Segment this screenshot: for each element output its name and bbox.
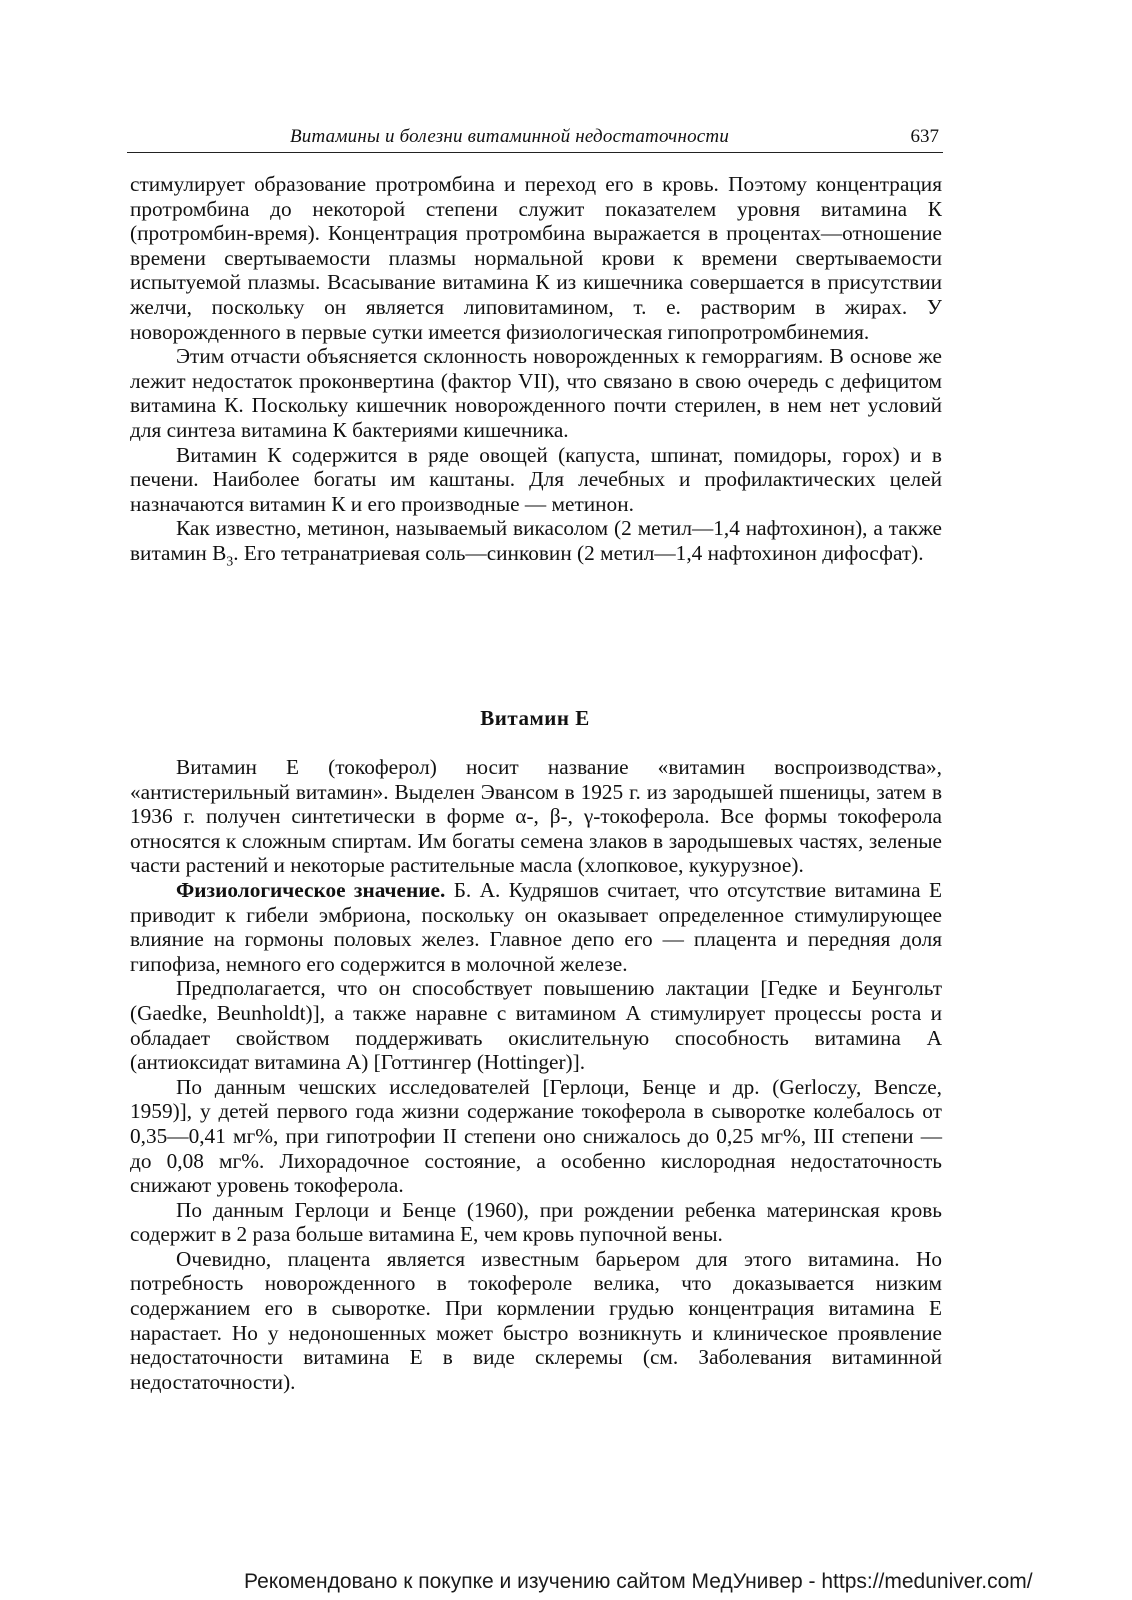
subsection-lead: Физиологическое значение.	[176, 877, 446, 902]
paragraph: По данным Герлоци и Бенце (1960), при рождении ребенка материнская кровь содержит в 2 раза больше витамина Е, чем кровь пупочной вены.	[130, 1197, 942, 1247]
vitamin-e-section	[130, 755, 942, 1394]
paragraph	[130, 878, 942, 976]
paragraph: Предполагается, что он способствует повышению лактации [Гедке и Беунгольт (Gaedke, Beunholdt)], а также наравне с витамином А стимулирует процессы роста и обладает свойством поддерживать окислительную способность витамина А (антиоксидат витамина А) [Готтингер (Hottinger)].	[130, 976, 942, 1075]
paragraph: Витамин Е (токоферол) носит название «витамин воспроизводства», «антистерильный витамин». Выделен Эвансом в 1925 г. из зародышей пшеницы, затем в 1936 г. получен синтетически в форме α-, β-, γ-токоферола. Все формы токоферола относятся к сложным спиртам. Им богаты семена злаков в зародышевых частях, зеленые части растений и некоторые растительные масла (хлопковое, кукурузное).	[130, 755, 942, 878]
paragraph: По данным чешских исследователей [Герлоци, Бенце и др. (Gerloczy, Bencze, 1959)], у детей первого года жизни содержание токоферола в сыворотке колебалось от 0,35—0,41 мг%, при гипотрофии II степени оно снижалось до 0,25 мг%, III степени — до 0,08 мг%. Лихорадочное состояние, а особенно кислородная недостаточность снижают уровень токоферола.	[130, 1074, 942, 1198]
paragraph: Витамин К содержится в ряде овощей (капуста, шпинат, помидоры, горох) и в печени. Наиболее богаты им каштаны. Для лечебных и профилактических целей назначаются витамин К и его производные — метинон.	[130, 442, 942, 516]
text-run: Б. А. Кудряшов считает, что отсутствие витамина Е приводит к гибели эмбриона, поскольку он оказывает определенное стимулирующее влияние на гормоны половых желез. Главное депо его — плацента и передняя доля гипофиза, немного его содержится в молочной железе.	[130, 877, 943, 976]
footer-watermark: Рекомендовано к покупке и изучению сайтом МедУнивер - https://meduniver.com/	[244, 1570, 1033, 1593]
section-heading: Витамин Е	[480, 706, 590, 730]
running-title: Витамины и болезни витаминной недостаточности	[290, 126, 730, 147]
paragraph: Очевидно, плацента является известным барьером для этого витамина. Но потребность новорожденного в токофероле велика, что доказывается низким содержанием его в сыворотке. При кормлении грудью концентрация витамина Е нарастает. Но у недоношенных может быстро возникнуть и клиническое проявление недостаточности витамина Е в виде склеремы (см. Заболевания витаминной недостаточности).	[130, 1246, 942, 1394]
running-header	[127, 126, 943, 153]
text-run: Как известно, метинон, называемый викасолом (2 метил—1,4 нафтохинон), а также витамин В	[130, 516, 942, 565]
paragraph: стимулирует образование протромбина и переход его в кровь. Поэтому концентрация протромбина до некоторой степени служит показателем уровня витамина К (протромбин-время). Концентрация протромбина выражается в процентах—отношение времени свертываемости плазмы нормальной крови к времени свертываемости испытуемой плазмы. Всасывание витамина К из кишечника совершается в присутствии желчи, поскольку он является липовитамином, т. е. растворим в жирах. У новорожденного в первые сутки имеется физиологическая гипопротромбинемия.	[130, 172, 942, 344]
vitamin-k-continuation	[130, 172, 942, 570]
text-run: . Его тетранатриевая соль—синковин (2 метил—1,4 нафтохинон дифосфат).	[233, 540, 924, 565]
paragraph	[130, 516, 942, 570]
page-number: 637	[910, 126, 939, 147]
subscript: 3	[226, 554, 234, 570]
paragraph: Этим отчасти объясняется склонность новорожденных к геморрагиям. В основе же лежит недостаток проконвертина (фактор VII), что связано в свою очередь с дефицитом витамина К. Поскольку кишечник новорожденного почти стерилен, в нем нет условий для синтеза витамина К бактериями кишечника.	[130, 344, 942, 442]
